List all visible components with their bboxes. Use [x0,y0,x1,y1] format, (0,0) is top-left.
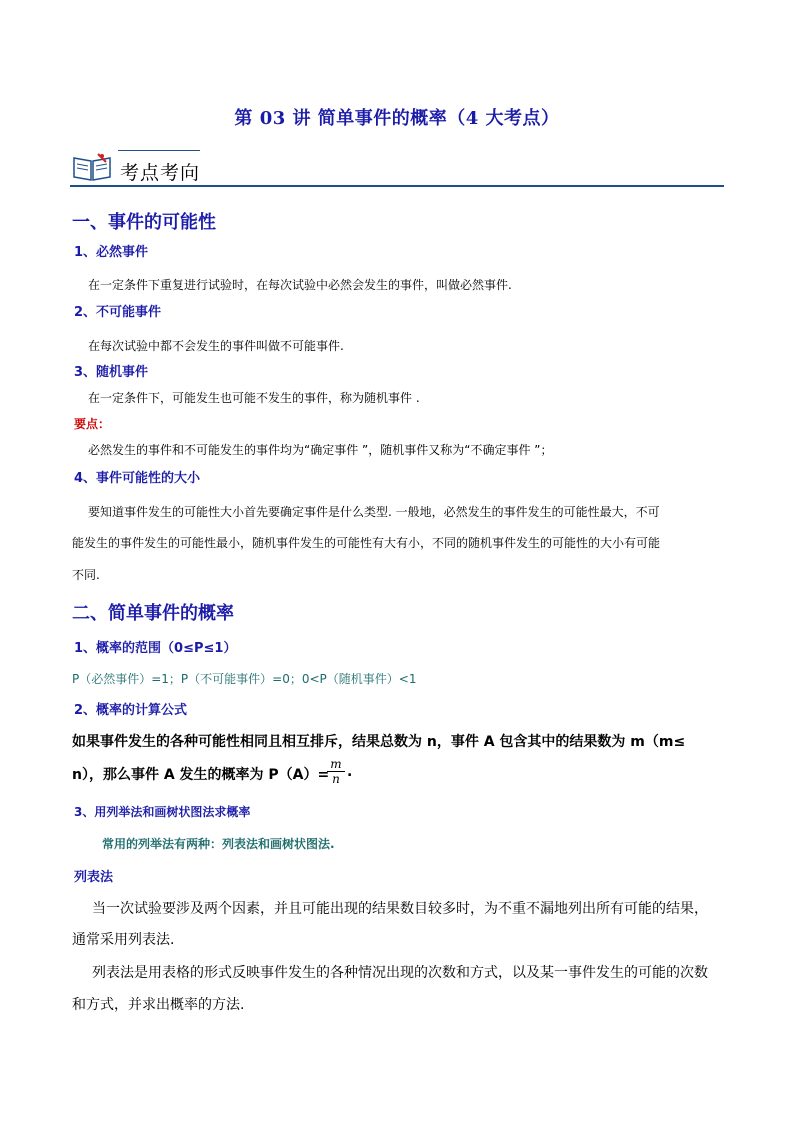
paragraph-line: 不同. [72,568,100,582]
sub-heading: 2、不可能事件 [74,305,162,320]
paragraph-line: 当一次试验要涉及两个因素，并且可能出现的结果数目较多时，为不重不漏地列出所有可能的结果， [92,901,708,917]
sub-heading: 1、概率的范围（0≤P≤1） [74,641,237,656]
formula-line: 如果事件发生的各种可能性相同且相互排斥，结果总数为 n，事件 A 包含其中的结果数为 m（m≤ [72,734,686,750]
paragraph: 在一定条件下，可能发生也可能不发生的事件，称为随机事件 . [88,391,420,405]
sub-heading: 1、必然事件 [74,245,149,260]
page-title: 第 03 讲 简单事件的概率（4 大考点） [234,108,560,129]
paragraph: 在一定条件下重复进行试验时，在每次试验中必然会发生的事件，叫做必然事件. [88,278,512,292]
open-book-icon [72,152,112,182]
paragraph-line: 和方式，并求出概率的方法. [72,997,245,1013]
paragraph-line: 列表法是用表格的形式反映事件发生的各种情况出现的次数和方式，以及某一事件发生的可能的次数 [92,965,708,981]
paragraph: 在每次试验中都不会发生的事件叫做不可能事件. [88,339,344,353]
list-method-heading: 列表法 [74,870,114,885]
banner-label: 考点考向 [120,162,201,184]
formula-period: . [347,764,353,780]
keypoint-label: 要点： [74,417,111,431]
paragraph-line: 通常采用列表法. [72,932,175,948]
paragraph: P（必然事件）=1；P（不可能事件）=0；0<P（随机事件）<1 [72,672,417,686]
banner-divider [70,185,724,187]
paragraph-line: 能发生的事件发生的可能性最小，随机事件发生的可能性有大有小，不同的随机事件发生的可能性的大小有可能 [72,536,661,550]
sub-heading: 4、事件可能性的大小 [74,471,201,486]
sub-heading: 3、用列举法和画树状图法求概率 [74,805,251,819]
sub-heading: 2、概率的计算公式 [74,703,188,718]
fraction-numerator: m [327,757,345,772]
section1-heading: 一、事件的可能性 [72,212,216,233]
paragraph: 必然发生的事件和不可能发生的事件均为“确定事件 ”，随机事件又称为“不确定事件 ”； [88,443,553,457]
fraction-denominator: n [332,772,340,786]
sub-heading: 3、随机事件 [74,365,149,380]
banner-top-line [118,150,200,151]
paragraph-line: 要知道事件发生的可能性大小首先要确定事件是什么类型. 一般地，必然发生的事件发生的可能性最大，不可 [88,505,660,519]
probability-fraction [327,757,345,786]
paragraph: 常用的列举法有两种：列表法和画树状图法. [102,837,335,851]
formula-line: n），那么事件 A 发生的概率为 P（A）= [72,767,330,783]
section2-heading: 二、简单事件的概率 [72,603,234,624]
